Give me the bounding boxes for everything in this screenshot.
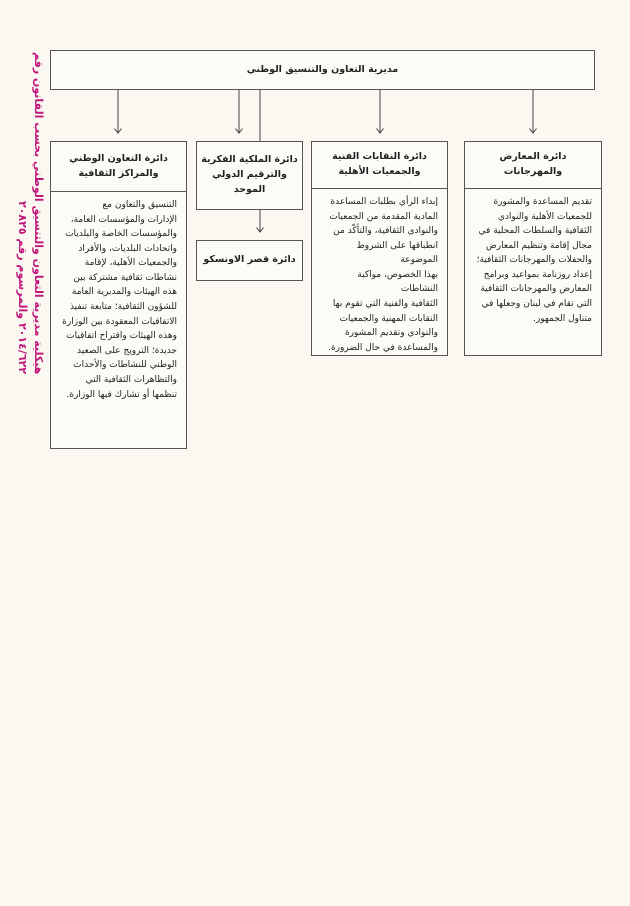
dept-syndicates-title: دائرة النقابات الفنية والجمعيات الأهلية bbox=[312, 142, 447, 189]
dept-unesco-title: دائرة قصر الاونسكو bbox=[203, 254, 296, 266]
dept-exhibitions-title: دائرة المعارض والمهرجانات bbox=[465, 142, 601, 189]
dept-syndicates-body: إبداء الرأي بطلبات المساعدة المادية المقدمة من الجمعيات والنوادي الثقافية، والتأكّد من انطباقها على الشروط الموضوعة بهذا الخصوص، مواكبة النشاطات الثقافية والفنية التي تقوم بها النقابات المهنية والجمعيات والنوادي وتقديم المشورة والمساعدة في حال الضرورة. bbox=[328, 197, 438, 353]
dept-cooperation-title: دائرة التعاون الوطني والمراكز الثقافية bbox=[51, 142, 186, 192]
dept-cooperation-box bbox=[50, 141, 187, 449]
dept-unesco-box bbox=[196, 240, 303, 281]
dept-syndicates-box bbox=[311, 141, 448, 356]
dept-exhibitions-body: تقديم المساعدة والمشورة للجمعيات الأهلية والنوادي الثقافية والسلطات المحلية في مجال إقامة وتنظيم المعارض والحفلات والمهرجانات الثقافية؛ إعداد روزنامة بمواعيد وبرامج المعارض والمهرجانات الثقافية التي تقام في لبنان وجعلها في متناول الجمهور. bbox=[476, 197, 592, 324]
dept-ip-title: دائرة الملكية الفكرية والترقيم الدولي الموحد bbox=[201, 154, 298, 195]
dept-ip-box bbox=[196, 141, 303, 210]
directorate-title: مديرية التعاون والتنسيق الوطني bbox=[246, 63, 399, 75]
side-caption-line2: ٢٠١٤/٦٢٢ والمرسوم رقم ٢٠٨٢٥ bbox=[15, 201, 29, 375]
dept-cooperation-body: التنسيق والتعاون مع الإدارات والمؤسسات العامة، والمؤسسات الخاصة والبلديات واتحادات البلديات، والأفراد والجمعيات الأهلية، لإقامة نشاطات ثقافية مشتركة بين هذه الهيئات والمديرية العامة للشؤون الثقافية؛ متابعة تنفيذ الاتفاقيات المعقودة بين الوزارة وهذه الهيئات واقتراح اتفاقيات جديدة؛ الترويج على الصعيد الوطني للنشاطات والأحداث والتظاهرات الثقافية التي تنظمها أو تشارك فيها الوزارة. bbox=[62, 200, 177, 400]
side-caption-line1: هيكلية مديرية التعاون والتنسيق الوطني بحسب القانون رقم bbox=[31, 52, 45, 375]
directorate-box bbox=[50, 50, 595, 90]
dept-exhibitions-box bbox=[464, 141, 602, 356]
